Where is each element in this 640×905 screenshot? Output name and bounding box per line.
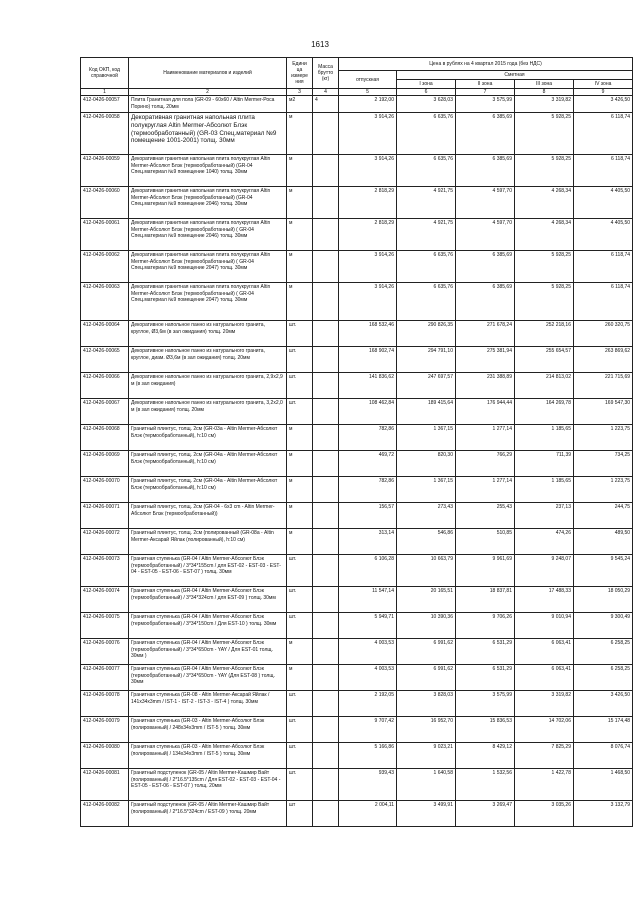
row-price-zone-1: 546,86 (397, 529, 456, 555)
row-price-zone-4: 9 545,24 (574, 555, 633, 587)
header-num-7: 7 (456, 89, 515, 96)
row-price-otpusk: 3 914,26 (339, 251, 397, 283)
row-price-zone-3: 1 422,78 (515, 769, 574, 801)
header-otpusk: отпускная (339, 71, 397, 89)
row-price-zone-1: 1 367,15 (397, 477, 456, 503)
row-code: 412-0426-00073 (81, 555, 129, 587)
row-price-otpusk: 2 004,11 (339, 801, 397, 827)
row-price-zone-3: 6 063,41 (515, 639, 574, 665)
row-price-zone-1: 3 499,91 (397, 801, 456, 827)
row-price-otpusk: 782,86 (339, 425, 397, 451)
table-row (81, 187, 633, 219)
row-unit: м (287, 503, 313, 529)
table-row (81, 373, 633, 399)
row-price-zone-4: 221 715,69 (574, 373, 633, 399)
row-name: Гранитная ступенька (GR-03 - Altin Mermer-Абсолют Блэк (полированный) / 248х34х3mm / IST-5 ) толщ. 30мм (129, 717, 287, 743)
row-code: 412-0426-00064 (81, 321, 129, 347)
row-price-zone-3: 164 269,78 (515, 399, 574, 425)
row-price-otpusk: 939,43 (339, 769, 397, 801)
row-code: 412-0426-00067 (81, 399, 129, 425)
header-num-9: 9 (574, 89, 633, 96)
row-price-zone-4: 3 132,79 (574, 801, 633, 827)
table-row (81, 283, 633, 321)
header-num-4: 4 (313, 89, 339, 96)
row-mass (313, 399, 339, 425)
table-row (81, 503, 633, 529)
header-code: Код ОКП, код справочной (81, 58, 129, 89)
row-price-zone-4: 260 320,75 (574, 321, 633, 347)
header-num-3: 3 (287, 89, 313, 96)
row-price-zone-3: 214 813,02 (515, 373, 574, 399)
row-price-zone-3: 4 268,34 (515, 187, 574, 219)
row-name: Гранитная ступенька (GR-04 / Altin Mermer-Абсолют Блэк (термообработанный) / 3*34*324cm / для EST-09 ) толщ. 30мм (129, 587, 287, 613)
header-num-2: 2 (129, 89, 287, 96)
row-mass (313, 555, 339, 587)
row-price-zone-3: 252 218,16 (515, 321, 574, 347)
row-name: Гранитная ступенька (GR-04 / Altin Mermer-Абсолют Блэк (термообработанный) / 3*34*650cm - YAY (Для EST-08 ) толщ. 30мм (129, 665, 287, 691)
row-mass (313, 347, 339, 373)
row-code: 412-0426-00081 (81, 769, 129, 801)
row-price-zone-3: 5 928,25 (515, 113, 574, 155)
table-row (81, 529, 633, 555)
row-price-otpusk: 108 462,84 (339, 399, 397, 425)
row-name: Гранитный плинтус, толщ. 2см (GR-04а - Altin Mermer-Абсолют Блэк (термообработанный), h:10 см) (129, 477, 287, 503)
row-price-zone-2: 766,29 (456, 451, 515, 477)
table-header (81, 58, 633, 96)
row-price-zone-2: 6 385,69 (456, 251, 515, 283)
row-code: 412-0426-00058 (81, 113, 129, 155)
row-mass (313, 251, 339, 283)
row-name: Гранитная ступенька (GR-08 - Altin Mermer-Аксарай Яйлак / 141х34х3mm / IST-1 - IST-2 - IST-3 - IST-4 ) толщ. 30мм (129, 691, 287, 717)
row-price-zone-1: 10 663,79 (397, 555, 456, 587)
row-price-zone-1: 294 791,10 (397, 347, 456, 373)
row-price-zone-3: 17 488,33 (515, 587, 574, 613)
row-unit: шт. (287, 613, 313, 639)
row-price-zone-1: 6 635,76 (397, 283, 456, 321)
table-row (81, 555, 633, 587)
row-unit: м (287, 219, 313, 251)
header-num-6: 6 (397, 89, 456, 96)
row-price-otpusk: 6 106,28 (339, 555, 397, 587)
row-name: Декоративная гранитная напольная плита полукруглая Altin Mermer-Абсолют Блэк (термообработанный) ( GR-04 Спец.материал №9 помещение 2047) толщ. 30мм (129, 251, 287, 283)
row-price-zone-1: 1 367,15 (397, 425, 456, 451)
row-mass (313, 529, 339, 555)
row-price-zone-3: 3 319,82 (515, 691, 574, 717)
row-unit: шт. (287, 555, 313, 587)
row-code: 412-0426-00057 (81, 96, 129, 113)
table-row (81, 665, 633, 691)
row-mass (313, 373, 339, 399)
header-num-1: 1 (81, 89, 129, 96)
row-price-zone-2: 1 277,14 (456, 477, 515, 503)
row-price-zone-2: 1 532,56 (456, 769, 515, 801)
row-price-zone-4: 244,75 (574, 503, 633, 529)
row-code: 412-0426-00063 (81, 283, 129, 321)
row-price-zone-4: 6 118,74 (574, 283, 633, 321)
row-unit: шт. (287, 399, 313, 425)
row-price-otpusk: 3 914,26 (339, 113, 397, 155)
table-row (81, 399, 633, 425)
row-price-zone-4: 1 223,75 (574, 425, 633, 451)
header-zone-2: II зона (456, 80, 515, 89)
row-mass (313, 665, 339, 691)
row-code: 412-0426-00069 (81, 451, 129, 477)
table-row (81, 155, 633, 187)
row-price-zone-2: 4 597,70 (456, 187, 515, 219)
row-price-zone-1: 6 991,62 (397, 665, 456, 691)
row-price-zone-3: 237,13 (515, 503, 574, 529)
row-code: 412-0426-00068 (81, 425, 129, 451)
row-mass (313, 691, 339, 717)
row-code: 412-0426-00074 (81, 587, 129, 613)
row-code: 412-0426-00077 (81, 665, 129, 691)
row-unit: м (287, 155, 313, 187)
row-mass (313, 717, 339, 743)
row-unit: м (287, 113, 313, 155)
row-price-zone-3: 474,26 (515, 529, 574, 555)
row-name: Гранитный подступенок (GR-05 / Altin Mermer-Кашмир Вайт (полированный) / 2*16.5*135cm / Для EST-02 - EST-03 - EST-04 - EST-05 - EST-06 - EST-07 ) толщ. 20мм (129, 769, 287, 801)
row-unit: шт (287, 801, 313, 827)
row-price-zone-4: 6 118,74 (574, 113, 633, 155)
row-unit: шт. (287, 321, 313, 347)
row-price-zone-1: 4 921,75 (397, 219, 456, 251)
row-price-zone-2: 6 385,69 (456, 283, 515, 321)
header-num-5: 5 (339, 89, 397, 96)
row-price-otpusk: 5 949,71 (339, 613, 397, 639)
row-name: Гранитный подступенок (GR-05 / Altin Mermer-Кашмир Вайт (полированный) / 2*16.5*324cm / EST-09 ) толщ. 20мм (129, 801, 287, 827)
row-price-zone-4: 4 405,50 (574, 219, 633, 251)
row-code: 412-0426-00072 (81, 529, 129, 555)
row-price-otpusk: 2 818,29 (339, 219, 397, 251)
row-unit: м (287, 639, 313, 665)
row-price-zone-3: 9 010,94 (515, 613, 574, 639)
row-price-zone-4: 3 426,50 (574, 96, 633, 113)
row-price-zone-1: 820,30 (397, 451, 456, 477)
row-price-zone-2: 9 706,26 (456, 613, 515, 639)
row-mass (313, 587, 339, 613)
row-price-zone-1: 273,43 (397, 503, 456, 529)
row-name: Декоративное напольное панно из натурального гранита, круглое, диам. Ø3,6м (в зал ожидания) толщ. 20мм (129, 347, 287, 373)
row-price-otpusk: 782,86 (339, 477, 397, 503)
row-price-zone-4: 263 869,62 (574, 347, 633, 373)
table-row (81, 113, 633, 155)
row-mass: 4 (313, 96, 339, 113)
row-price-otpusk: 9 707,42 (339, 717, 397, 743)
row-name: Декоративная гранитная напольная плита полукруглая Altin Mermer-Абсолют Блэк (термообработанный) (GR-04 Спец.материал №9 помещение 2046) толщ. 30мм (129, 187, 287, 219)
row-unit: м (287, 283, 313, 321)
row-code: 412-0426-00071 (81, 503, 129, 529)
header-num-8: 8 (515, 89, 574, 96)
row-price-zone-2: 6 531,29 (456, 639, 515, 665)
row-name: Гранитная ступенька (GR-04 / Altin Mermer-Абсолют Блэк (термообработанный) / 3*34*650cm - YAY / Для EST-01 толщ. 30мм ) (129, 639, 287, 665)
row-price-otpusk: 2 818,29 (339, 187, 397, 219)
row-code: 412-0426-00062 (81, 251, 129, 283)
header-mass: Масса брутто (кг) (313, 58, 339, 89)
row-price-zone-2: 3 575,99 (456, 691, 515, 717)
row-price-zone-1: 16 952,70 (397, 717, 456, 743)
row-unit: шт. (287, 717, 313, 743)
row-name: Декоративное напольное панно из натурального гранита, 2,9х2,9 м (в зал ожидания) (129, 373, 287, 399)
row-unit: м (287, 251, 313, 283)
row-mass (313, 769, 339, 801)
row-price-zone-3: 1 185,65 (515, 425, 574, 451)
row-price-zone-3: 6 063,41 (515, 665, 574, 691)
row-mass (313, 743, 339, 769)
row-unit: м (287, 529, 313, 555)
row-price-zone-2: 510,85 (456, 529, 515, 555)
page-number: 1613 (311, 40, 329, 49)
row-price-zone-2: 9 961,69 (456, 555, 515, 587)
row-name: Гранитный плинтус, толщ. 2см (GR-04 - 6х3 cm - Altin Mermer-Абсолют Блэк (термообработанный)) (129, 503, 287, 529)
row-price-zone-1: 4 921,75 (397, 187, 456, 219)
row-price-otpusk: 4 003,53 (339, 665, 397, 691)
row-code: 412-0426-00076 (81, 639, 129, 665)
row-price-otpusk: 5 166,86 (339, 743, 397, 769)
row-name: Декоративная гранитная напольная плита полукруглая Altin Mermer-Абсолют Блэк (термообработанный) ( GR-04 Спец.материал №9 помещение 2046) толщ. 30мм (129, 219, 287, 251)
row-unit: шт. (287, 347, 313, 373)
row-mass (313, 155, 339, 187)
row-price-zone-3: 14 702,06 (515, 717, 574, 743)
row-price-zone-1: 9 023,21 (397, 743, 456, 769)
row-price-zone-1: 247 697,57 (397, 373, 456, 399)
header-name: Наименование материалов и изделий (129, 58, 287, 89)
row-price-otpusk: 156,57 (339, 503, 397, 529)
row-price-zone-3: 3 035,26 (515, 801, 574, 827)
row-mass (313, 613, 339, 639)
row-name: Декоративная гранитная напольная плита полукруглая Altin Mermer-Абсолют Блэк (термообработанный) (GR-04 Спец.материал №9 помещение 1040) толщ. 30мм (129, 155, 287, 187)
row-price-zone-2: 6 531,29 (456, 665, 515, 691)
row-price-zone-4: 169 547,30 (574, 399, 633, 425)
row-unit: шт. (287, 769, 313, 801)
row-price-zone-2: 271 678,24 (456, 321, 515, 347)
row-price-zone-4: 489,50 (574, 529, 633, 555)
row-price-zone-4: 4 405,50 (574, 187, 633, 219)
row-price-zone-4: 15 174,48 (574, 717, 633, 743)
row-name: Гранитная ступенька (GR-04 / Altin Mermer-Абсолют Блэк (термообработанный) / 3*34*150cm / Для EST-10 ) толщ. 30мм (129, 613, 287, 639)
row-price-zone-4: 1 223,75 (574, 477, 633, 503)
row-price-otpusk: 4 003,53 (339, 639, 397, 665)
header-price-title: Цена в рублях на 4 квартал 2015 года (без НДС) (339, 58, 633, 71)
row-price-otpusk: 313,14 (339, 529, 397, 555)
row-price-zone-1: 20 165,51 (397, 587, 456, 613)
row-unit: м2 (287, 96, 313, 113)
row-price-otpusk: 3 914,26 (339, 155, 397, 187)
price-table (80, 57, 633, 827)
row-price-zone-1: 6 635,76 (397, 155, 456, 187)
row-code: 412-0426-00061 (81, 219, 129, 251)
row-price-zone-2: 231 388,89 (456, 373, 515, 399)
header-zone-3: III зона (515, 80, 574, 89)
row-price-zone-4: 6 258,25 (574, 639, 633, 665)
row-price-otpusk: 3 914,26 (339, 283, 397, 321)
row-price-zone-2: 3 575,99 (456, 96, 515, 113)
row-price-zone-4: 1 468,50 (574, 769, 633, 801)
row-price-zone-4: 6 118,74 (574, 251, 633, 283)
row-code: 412-0426-00080 (81, 743, 129, 769)
row-name: Гранитный плинтус, толщ. 2см (полированный (GR-08а - Altin Mermer-Аксарай Яйлак (полированный), h:10 см) (129, 529, 287, 555)
row-price-zone-1: 290 826,35 (397, 321, 456, 347)
row-unit: м (287, 451, 313, 477)
header-zone-4: IV зона (574, 80, 633, 89)
row-price-zone-2: 275 381,94 (456, 347, 515, 373)
row-price-otpusk: 168 532,46 (339, 321, 397, 347)
row-name: Декоративное напольное панно из натурального гранита, 3,2х2,0 м (в зал ожидания) толщ. 20мм (129, 399, 287, 425)
row-mass (313, 283, 339, 321)
row-code: 412-0426-00060 (81, 187, 129, 219)
row-price-zone-3: 5 928,25 (515, 251, 574, 283)
row-name: Декоративная гранитная напольная плита полукруглая Altin Mermer-Абсолют Блэк (термообработанный) ( GR-04 Спец.материал №9 помещение 2047) толщ. 30мм (129, 283, 287, 321)
row-code: 412-0426-00082 (81, 801, 129, 827)
row-price-zone-3: 7 825,29 (515, 743, 574, 769)
row-unit: м (287, 477, 313, 503)
row-code: 412-0426-00078 (81, 691, 129, 717)
table-row (81, 477, 633, 503)
row-name: Декоративное напольное панно из натурального гранита, круглое, Ø3,6м (в зал ожидания) толщ. 20мм (129, 321, 287, 347)
row-code: 412-0426-00066 (81, 373, 129, 399)
row-price-zone-3: 711,39 (515, 451, 574, 477)
table-row (81, 251, 633, 283)
row-code: 412-0426-00065 (81, 347, 129, 373)
row-price-zone-2: 8 429,12 (456, 743, 515, 769)
row-price-zone-1: 6 635,76 (397, 251, 456, 283)
row-price-zone-1: 189 415,64 (397, 399, 456, 425)
row-price-zone-4: 9 300,49 (574, 613, 633, 639)
row-price-zone-2: 3 269,47 (456, 801, 515, 827)
row-name: Декоративная гранитная напольная плита полукруглая Altin Mermer-Абсолют Блэк (термообработанный) (GR-03 Спец.материал №9 помещение 1001-2001) толщ. 30мм (129, 113, 287, 155)
row-price-zone-3: 1 185,65 (515, 477, 574, 503)
row-code: 412-0426-00075 (81, 613, 129, 639)
row-price-zone-3: 4 268,34 (515, 219, 574, 251)
table-row (81, 321, 633, 347)
row-price-otpusk: 11 547,14 (339, 587, 397, 613)
row-price-zone-3: 3 319,82 (515, 96, 574, 113)
row-mass (313, 187, 339, 219)
row-price-zone-2: 255,43 (456, 503, 515, 529)
row-price-zone-4: 8 076,74 (574, 743, 633, 769)
row-mass (313, 477, 339, 503)
table-row (81, 743, 633, 769)
table-body (81, 96, 633, 827)
row-price-zone-2: 4 597,70 (456, 219, 515, 251)
row-price-zone-3: 5 928,25 (515, 155, 574, 187)
table-row (81, 587, 633, 613)
row-unit: шт. (287, 587, 313, 613)
row-unit: м (287, 425, 313, 451)
table-row (81, 96, 633, 113)
row-price-zone-3: 5 928,25 (515, 283, 574, 321)
header-unit: Едини ца измере ния (287, 58, 313, 89)
row-unit: шт. (287, 743, 313, 769)
row-mass (313, 639, 339, 665)
table-row (81, 347, 633, 373)
row-price-zone-2: 176 944,44 (456, 399, 515, 425)
row-unit: м (287, 187, 313, 219)
row-price-zone-4: 734,25 (574, 451, 633, 477)
row-mass (313, 801, 339, 827)
table-row (81, 639, 633, 665)
header-smet: Сметная (397, 71, 633, 80)
row-price-zone-1: 6 991,62 (397, 639, 456, 665)
row-price-zone-1: 10 390,36 (397, 613, 456, 639)
row-price-zone-4: 3 426,50 (574, 691, 633, 717)
row-name: Гранитный плинтус, толщ. 2см (GR-03а - Altin Mermer-Абсолют Блэк (термообработанный), h:10 см) (129, 425, 287, 451)
row-unit: м (287, 665, 313, 691)
table-row (81, 425, 633, 451)
row-price-zone-1: 6 635,76 (397, 113, 456, 155)
row-price-zone-2: 6 385,69 (456, 155, 515, 187)
row-code: 412-0426-00079 (81, 717, 129, 743)
row-price-zone-1: 1 640,58 (397, 769, 456, 801)
row-name: Гранитный плинтус, толщ. 2см (GR-04а - Altin Mermer-Абсолют Блэк (термообработанный), h:10 см) (129, 451, 287, 477)
table-row (81, 691, 633, 717)
row-name: Гранитная ступенька (GR-04 / Altin Mermer-Абсолют Блэк (термообработанный) / 3*34*155cm / для EST-02 - EST-03 - EST-04 - EST-05 - EST-06 - EST-07 ) толщ. 30мм (129, 555, 287, 587)
row-mass (313, 113, 339, 155)
row-mass (313, 503, 339, 529)
table-row (81, 613, 633, 639)
row-price-zone-4: 6 258,25 (574, 665, 633, 691)
row-mass (313, 425, 339, 451)
header-zone-1: I зона (397, 80, 456, 89)
row-price-otpusk: 141 836,62 (339, 373, 397, 399)
table-row (81, 769, 633, 801)
row-price-zone-1: 3 628,03 (397, 96, 456, 113)
row-price-otpusk: 469,72 (339, 451, 397, 477)
table-row (81, 717, 633, 743)
row-price-otpusk: 2 192,00 (339, 96, 397, 113)
row-price-zone-1: 3 828,03 (397, 691, 456, 717)
row-mass (313, 321, 339, 347)
row-unit: шт. (287, 373, 313, 399)
row-price-zone-2: 6 385,69 (456, 113, 515, 155)
row-mass (313, 219, 339, 251)
row-price-otpusk: 2 192,05 (339, 691, 397, 717)
row-price-zone-4: 6 118,74 (574, 155, 633, 187)
row-price-otpusk: 168 902,74 (339, 347, 397, 373)
row-name: Плита Гранитная для пола (GR-09 - 60х60 / Altin Mermer-Роса Порино) толщ. 20мм (129, 96, 287, 113)
row-name: Гранитная ступенька (GR-03 - Altin Mermer-Абсолют Блэк (полированный) / 134х34х3mm / IST-5 ) толщ. 30мм (129, 743, 287, 769)
row-price-zone-3: 9 248,07 (515, 555, 574, 587)
row-mass (313, 451, 339, 477)
table-row (81, 451, 633, 477)
row-price-zone-2: 15 836,53 (456, 717, 515, 743)
row-price-zone-2: 1 277,14 (456, 425, 515, 451)
table-row (81, 801, 633, 827)
row-price-zone-2: 18 837,81 (456, 587, 515, 613)
row-unit: шт. (287, 691, 313, 717)
row-price-zone-3: 255 654,57 (515, 347, 574, 373)
row-code: 412-0426-00059 (81, 155, 129, 187)
row-price-zone-4: 18 050,29 (574, 587, 633, 613)
row-code: 412-0426-00070 (81, 477, 129, 503)
table-row (81, 219, 633, 251)
